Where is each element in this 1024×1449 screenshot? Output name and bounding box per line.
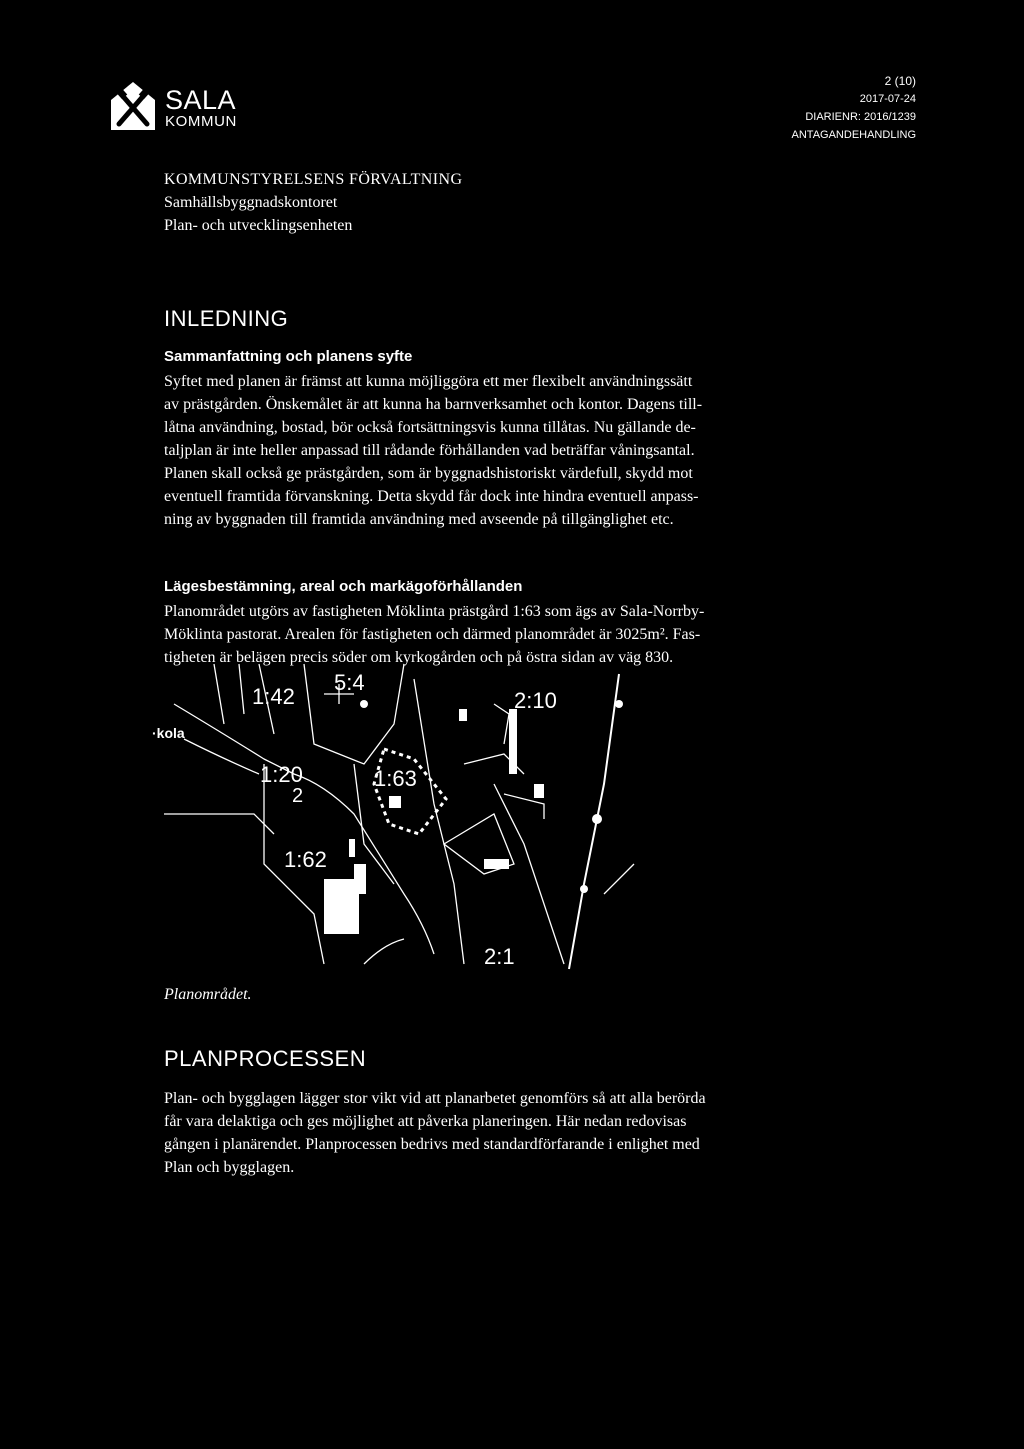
intro-line: ning av byggnaden till framtida användning med avseende på tillgänglighet etc.	[164, 511, 674, 528]
crossed-hammers-icon	[107, 80, 159, 132]
document-status: ANTAGANDEHANDLING	[791, 129, 916, 141]
map-label-5-4: 5:4	[334, 670, 365, 695]
organization-block	[164, 168, 462, 237]
process-line: får vara delaktiga och ges möjlighet att påverka planeringen. Här nedan redovisas	[164, 1113, 687, 1130]
plan-area-map	[152, 664, 664, 974]
map-label-1-62: 1:62	[284, 847, 327, 872]
location-line: Möklinta pastorat. Arealen för fastigheten och därmed planområdet är 3025m². Fas-	[164, 626, 701, 643]
org-line-2: Samhällsbyggnadskontoret	[164, 194, 338, 211]
location-paragraph	[164, 600, 824, 669]
org-line-3: Plan- och utvecklingsenheten	[164, 217, 353, 234]
intro-line: låtna användning, bostad, bör också fortsättningsvis kunna tillåtas. Nu gällande de-	[164, 419, 696, 436]
map-label-2-10: 2:10	[514, 688, 557, 713]
map-label-1-42: 1:42	[252, 684, 295, 709]
sala-kommun-logo	[107, 80, 277, 136]
intro-line: taljplan är inte heller anpassad till rådande förhållanden vad beträffar våningsantal.	[164, 442, 695, 459]
map-label-1-20: 1:20	[260, 762, 303, 787]
heading-inledning: INLEDNING	[164, 306, 289, 331]
map-label-2-1: 2:1	[484, 944, 515, 969]
intro-line: av prästgården. Önskemålet är att kunna ha barnverksamhet och kontor. Dagens till-	[164, 396, 703, 413]
process-line: Plan- och bygglagen lägger stor vikt vid att planarbetet genomförs så att alla berörda	[164, 1090, 706, 1107]
map-label-1-63: 1:63	[374, 766, 417, 791]
intro-line: eventuell framtida förvanskning. Detta skydd får dock inte hindra eventuell anpass-	[164, 488, 699, 505]
process-line: gången i planärendet. Planprocessen bedrivs med standardförfarande i enlighet med	[164, 1136, 700, 1153]
diary-number: DIARIENR: 2016/1239	[805, 111, 916, 123]
map-label-2: 2	[292, 785, 304, 807]
logo-sub: KOMMUN	[165, 113, 237, 130]
org-line-1: KOMMUNSTYRELSENS FÖRVALTNING	[164, 171, 463, 188]
intro-line: Syftet med planen är främst att kunna möjliggöra ett mer flexibelt användningssätt	[164, 373, 693, 390]
page-number: 2 (10)	[884, 74, 916, 88]
logo-name: SALA	[165, 85, 237, 115]
document-date: 2017-07-24	[859, 93, 916, 105]
map-label-kola: ·kola	[152, 725, 185, 741]
process-paragraph	[164, 1087, 824, 1179]
heading-planprocessen: PLANPROCESSEN	[164, 1046, 367, 1071]
map-caption: Planområdet.	[164, 986, 252, 1003]
document-meta	[792, 72, 916, 144]
location-line: tigheten är belägen precis söder om kyrkogården och på östra sidan av väg 830.	[164, 649, 674, 666]
location-line: Planområdet utgörs av fastigheten Möklinta prästgård 1:63 som ägs av Sala-Norrby-	[164, 603, 705, 620]
subheading-syfte: Sammanfattning och planens syfte	[164, 348, 413, 365]
process-line: Plan och bygglagen.	[164, 1159, 295, 1176]
intro-line: Planen skall också ge prästgården, som är byggnadshistoriskt värdefull, skydd mot	[164, 465, 693, 482]
subheading-lage: Lägesbestämning, areal och markägoförhållanden	[164, 578, 523, 595]
intro-paragraph	[164, 370, 824, 531]
